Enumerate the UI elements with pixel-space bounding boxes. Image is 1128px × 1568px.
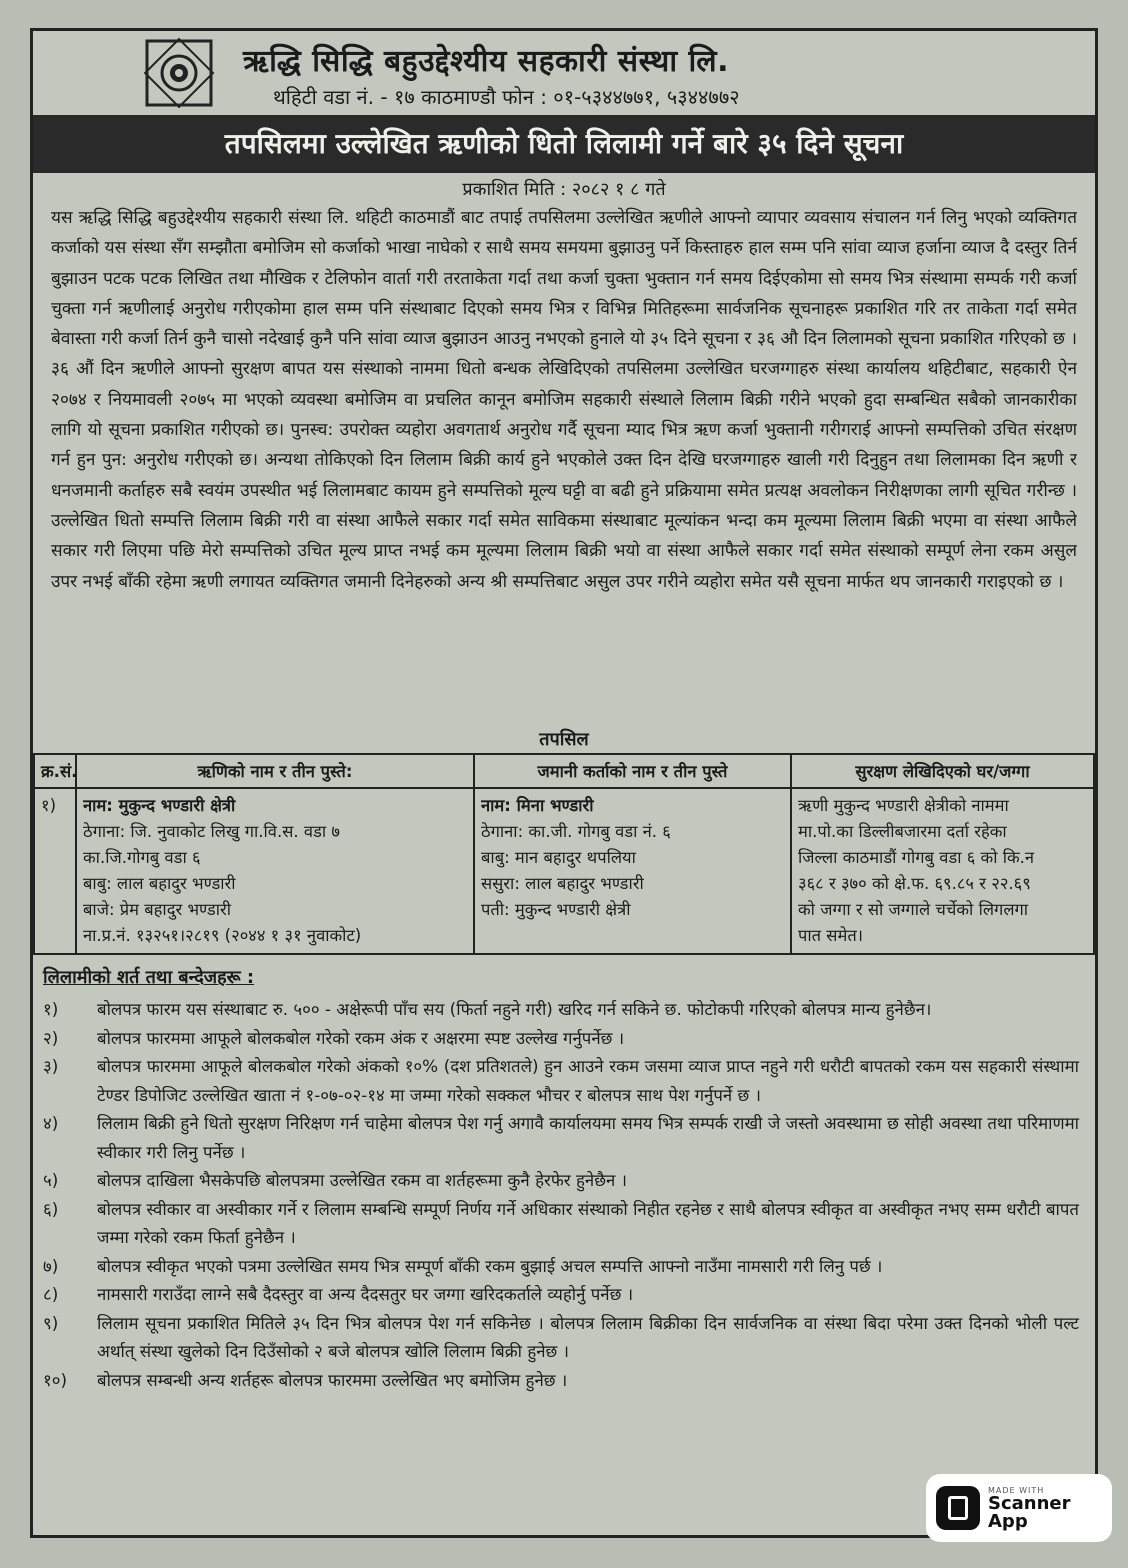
cell-sn: १) bbox=[34, 788, 76, 954]
term-text: बोलपत्र सम्बन्धी अन्य शर्तहरू बोलपत्र फारममा उल्लेखित भए बमोजिम हुनेछ । bbox=[97, 1369, 568, 1390]
header-sn: क्र.सं. bbox=[34, 754, 76, 788]
cell-collateral bbox=[791, 788, 1094, 954]
organization-address: थहिटी वडा नं. - १७ काठमाण्डौ फोन : ०१-५३४४७७१, ५३४४७७२ bbox=[273, 85, 740, 109]
header bbox=[33, 31, 1095, 115]
term-text: बोलपत्र स्वीकृत भएको पत्रमा उल्लेखित समय भित्र सम्पूर्ण बाँकी रकम बुझाई अचल सम्पत्ति आफ्नो नाउँमा नामसारी गरी लिनु पर्छ । bbox=[97, 1255, 883, 1276]
emblem-icon bbox=[143, 37, 215, 109]
term-number: ३) bbox=[43, 1056, 59, 1076]
borrower-name: नाम: मुकुन्द भण्डारी क्षेत्री bbox=[83, 796, 236, 815]
header-guarantor: जमानी कर्ताको नाम र तीन पुस्ते bbox=[474, 754, 791, 788]
collateral-line: ऋणी मुकुन्द भण्डारी क्षेत्रीको नाममा bbox=[798, 796, 1009, 815]
list-item bbox=[43, 1252, 1079, 1281]
badge-big-text: Scanner App bbox=[988, 1492, 1071, 1532]
notice-document bbox=[30, 28, 1098, 1538]
term-text: लिलाम बिक्री हुने धितो सुरक्षण निरिक्षण गर्न चाहेमा बोलपत्र पेश गर्नु अगावै कार्यालयमा समय भित्र सम्पर्क राखी जे जस्तो अवस्थामा छ सोही अवस्था तथा परिमाणमा स्वीकार गरी लिनु पर्नेछ । bbox=[97, 1113, 1079, 1162]
cell-borrower bbox=[76, 788, 474, 954]
guarantor-husband: पती: मुकुन्द भण्डारी क्षेत्री bbox=[481, 900, 631, 919]
list-item bbox=[43, 1366, 1079, 1395]
term-text: बोलपत्र दाखिला भैसकेपछि बोलपत्रमा उल्लेखित रकम वा शर्तहरूमा कुनै हेरफेर हुनेछैन । bbox=[97, 1170, 627, 1190]
term-number: ७) bbox=[43, 1255, 59, 1276]
notice-body: यस ऋद्धि सिद्धि बहुउद्देश्यीय सहकारी संस्था लि. थहिटी काठमाडौं बाट तपाई तपसिलमा उल्लेखित ऋणीले आफ्नो व्यापार व्यवसाय संचालन गर्न लिनु भएको व्यक्तिगत कर्जाको यस संस्था सँग सम्झौता बमोजिम सो कर्जाको भाखा नाघेको र साथै समय समयमा बुझाउनु पर्ने किस्ताहरु हाल सम्म पनि सांवा व्याज हर्जाना व्याज दै दस्तुर तिर्न बुझाउन पटक पटक लिखित तथा मौखिक र टेलिफोन वार्ता गरी तरताकेता गर्दा तथा कर्जा चुक्ता भुक्तान गर्न समय दिईएकोमा सो समय भित्र संस्थामा सम्पर्क गरी कर्जा चुक्ता गर्न ऋणीलाई अनुरोध गरीएकोमा हाल सम्म पनि संस्थाबाट दिएको समय भित्र र विभिन्न मितिहरूमा सार्वजनिक सूचनाहरू प्रकाशित गरि तर ताकेता गर्दा समेत बेवास्ता गरी कर्जा तिर्न कुनै चासो नदेखाई कुनै पनि सांवा व्याज बुझाउन आउनु नभएको हुनाले यो ३५ दिने सूचना र ३६ औ दिन लिलामको सूचना प्रकाशित गरिएको छ । ३६ औं दिन ऋणीले आफ्नो सुरक्षण बापत यस संस्थाको नाममा धितो बन्धक लेखिदिएको तपसिलमा उल्लेखित घरजग्गाहरु संस्था कार्यालय थहिटीबाट, सहकारी ऐन २०७४ र नियमावली २०७५ मा भएको व्यवस्था बमोजिम वा प्रचलित कानून बमोजिम सहकारी संस्थाले लिलाम बिक्री गरीने भएको हुदा सम्बन्धित सबैको जानकारीका लागि यो सूचना प्रकाशित गरीएको छ। पुनस्च: उपरोक्त व्यहोरा अवगतार्थ अनुरोध गर्दै सूचना म्याद भित्र ऋण कर्जा भुक्तानी गरीगराई आफ्नो सम्पत्तिको उचित संरक्षण गर्न हुन पुन: अनुरोध गरीएको छ। अन्यथा तोकिएको दिन लिलाम बिक्री कार्य हुने भएकोले उक्त दिन देखि घरजग्गाहरु खाली गरी दिनुहुन तथा लिलामका दिन ऋणी र धनजमानी कर्ताहरु सबै स्वयंम उपस्थीत भई लिलामबाट कायम हुने सम्पत्तिको मूल्य घट्टी वा बढी हुने प्रक्रियामा समेत प्रत्यक्ष अवलोकन निरीक्षणका लागी सूचित गरीन्छ । उल्लेखित धितो सम्पत्ति लिलाम बिक्री गरी वा संस्था आफैले सकार गर्दा समेत साविकमा संस्थाबाट मूल्यांकन भन्दा कम मूल्यमा लिलाम बिक्री भएमा वा संस्था आफैले सकार गरी लिएमा पछि मेरो सम्पत्तिको उचित मूल्य प्राप्त नभई कम मूल्यमा लिलाम बिक्री भयो वा संस्था आफैले सकार गर्दा समेत संस्थाको सम्पूर्ण लेना रकम असुल उपर नभई बाँकी रहेमा ऋणी लगायत व्यक्तिगत जमानी दिनेहरुको अन्य श्री सम्पत्तिबाट असुल उपर गरीने व्यहोरा समेत यसै सूचना मार्फत थप जानकारी गराइएको छ । bbox=[51, 208, 1077, 592]
terms-title: लिलामीको शर्त तथा बन्देजहरू : bbox=[43, 967, 255, 988]
list-item bbox=[43, 1280, 1079, 1309]
header-borrower: ऋणिको नाम र तीन पुस्ते: bbox=[76, 754, 474, 788]
badge-text bbox=[988, 1486, 1102, 1531]
scanner-app-badge bbox=[926, 1474, 1112, 1542]
term-text: लिलाम सूचना प्रकाशित मितिले ३५ दिन भित्र बोलपत्र पेश गर्न सकिनेछ । बोलपत्र लिलाम बिक्रीका दिन सार्वजनिक वा संस्था बिदा परेमा उक्त दिनको भोली पल्ट अर्थात् संस्था खुलेको दिन दिउँसोको २ बजे बोलपत्र खोलि लिलाम बिक्री हुनेछ । bbox=[97, 1312, 1079, 1361]
list-item bbox=[43, 1052, 1079, 1109]
term-text: बोलपत्र फारम यस संस्थाबाट रु. ५०० - अक्षेरूपी पाँच सय (फिर्ता नहुने गरी) खरिद गर्न सकिने छ. फोटोकपी गरिएको बोलपत्र मान्य हुनेछैन। bbox=[97, 999, 932, 1019]
published-date: प्रकाशित मिति : २०८२ १ ८ गते bbox=[462, 179, 666, 200]
collateral-line: पात समेत। bbox=[798, 926, 863, 945]
organization-name: ऋद्धि सिद्धि बहुउद्देश्यीय सहकारी संस्था लि. bbox=[243, 44, 730, 79]
borrower-grandfather: बाजे: प्रेम बहादुर भण्डारी bbox=[83, 900, 232, 919]
guarantor-name: नाम: मिना भण्डारी bbox=[481, 796, 594, 815]
schedule-heading: तपसिल bbox=[539, 729, 589, 750]
term-text: बोलपत्र स्वीकार वा अस्वीकार गर्ने र लिलाम सम्बन्धि सम्पूर्ण निर्णय गर्ने अधिकार संस्थाको निहीत रहनेछ र साथै बोलपत्र स्वीकृत वा अस्वीकृत नभए सम्म धरौटी बापत जम्मा गरेको रकम फिर्ता हुनेछैन । bbox=[97, 1198, 1079, 1247]
term-text: बोलपत्र फारममा आफूले बोलकबोल गरेको रकम अंक र अक्षरमा स्पष्ट उल्लेख गर्नुपर्नेछ । bbox=[97, 1027, 625, 1048]
term-number: ६) bbox=[43, 1198, 59, 1219]
list-item bbox=[43, 1166, 1079, 1195]
term-number: ४) bbox=[43, 1113, 59, 1133]
list-item bbox=[43, 1195, 1079, 1252]
badge-small-text: MADE WITH bbox=[988, 1485, 1045, 1495]
term-text: बोलपत्र फारममा आफूले बोलकबोल गरेको अंकको १०% (दश प्रतिशतले) हुन आउने रकम जसमा व्याज प्राप्त नहुने गरी धरौटी बापतको रकम यस सहकारी संस्थामा टेण्डर डिपोजिट उल्लेखित खाता नं १-०७-०२-१४ मा जम्मा गरेको सक्कल भौचर र बोलपत्र साथ पेश गर्नुपर्ने छ । bbox=[97, 1056, 1079, 1105]
collateral-line: को जग्गा र सो जग्गाले चर्चेको लिगलगा bbox=[798, 900, 1029, 919]
term-number: ५) bbox=[43, 1170, 59, 1190]
scanner-app-icon bbox=[936, 1486, 980, 1530]
borrower-address: ठेगाना: जि. नुवाकोट लिखु गा.वि.स. वडा ७ bbox=[83, 822, 340, 841]
term-number: ९) bbox=[43, 1312, 59, 1333]
terms-list bbox=[33, 995, 1095, 1394]
term-number: ८) bbox=[43, 1284, 59, 1304]
guarantor-father: बाबु: मान बहादुर थपलिया bbox=[481, 848, 636, 867]
list-item bbox=[43, 995, 1079, 1024]
cell-guarantor bbox=[474, 788, 791, 954]
collateral-line: मा.पो.का डिल्लीबजारमा दर्ता रहेका bbox=[798, 822, 1007, 841]
table-row bbox=[34, 788, 1094, 954]
borrower-citizenship: ना.प्र.नं. १३२५१।२८१९ (२०४४ १ ३१ नुवाकोट) bbox=[83, 926, 362, 945]
list-item bbox=[43, 1024, 1079, 1053]
term-number: २) bbox=[43, 1027, 59, 1048]
guarantor-address: ठेगाना: का.जी. गोगबु वडा नं. ६ bbox=[481, 822, 671, 841]
header-collateral: सुरक्षण लेखिदिएको घर/जग्गा bbox=[791, 754, 1094, 788]
collateral-line: जिल्ला काठमाडौं गोगबु वडा ६ को कि.न bbox=[798, 848, 1035, 867]
collateral-line: ३६८ र ३७० को क्षे.फ. ६९.८५ र २२.६९ bbox=[798, 874, 1031, 893]
term-number: १) bbox=[43, 999, 59, 1019]
table-header-row bbox=[34, 754, 1094, 788]
notice-title-banner: तपसिलमा उल्लेखित ऋणीको धितो लिलामी गर्ने बारे ३५ दिने सूचना bbox=[33, 115, 1095, 173]
term-number: १०) bbox=[43, 1369, 67, 1390]
term-text: नामसारी गराउँदा लाग्ने सबै दैदस्तुर वा अन्य दैदसतुर घर जग्गा खरिदकर्ताले व्यहोर्नु पर्नेछ । bbox=[97, 1284, 634, 1304]
list-item bbox=[43, 1109, 1079, 1166]
borrower-father: बाबु: लाल बहादुर भण्डारी bbox=[83, 874, 236, 893]
borrower-address-2: का.जि.गोगबु वडा ६ bbox=[83, 848, 201, 867]
schedule-table bbox=[33, 753, 1095, 955]
guarantor-father-in-law: ससुरा: लाल बहादुर भण्डारी bbox=[481, 874, 644, 893]
list-item bbox=[43, 1309, 1079, 1366]
